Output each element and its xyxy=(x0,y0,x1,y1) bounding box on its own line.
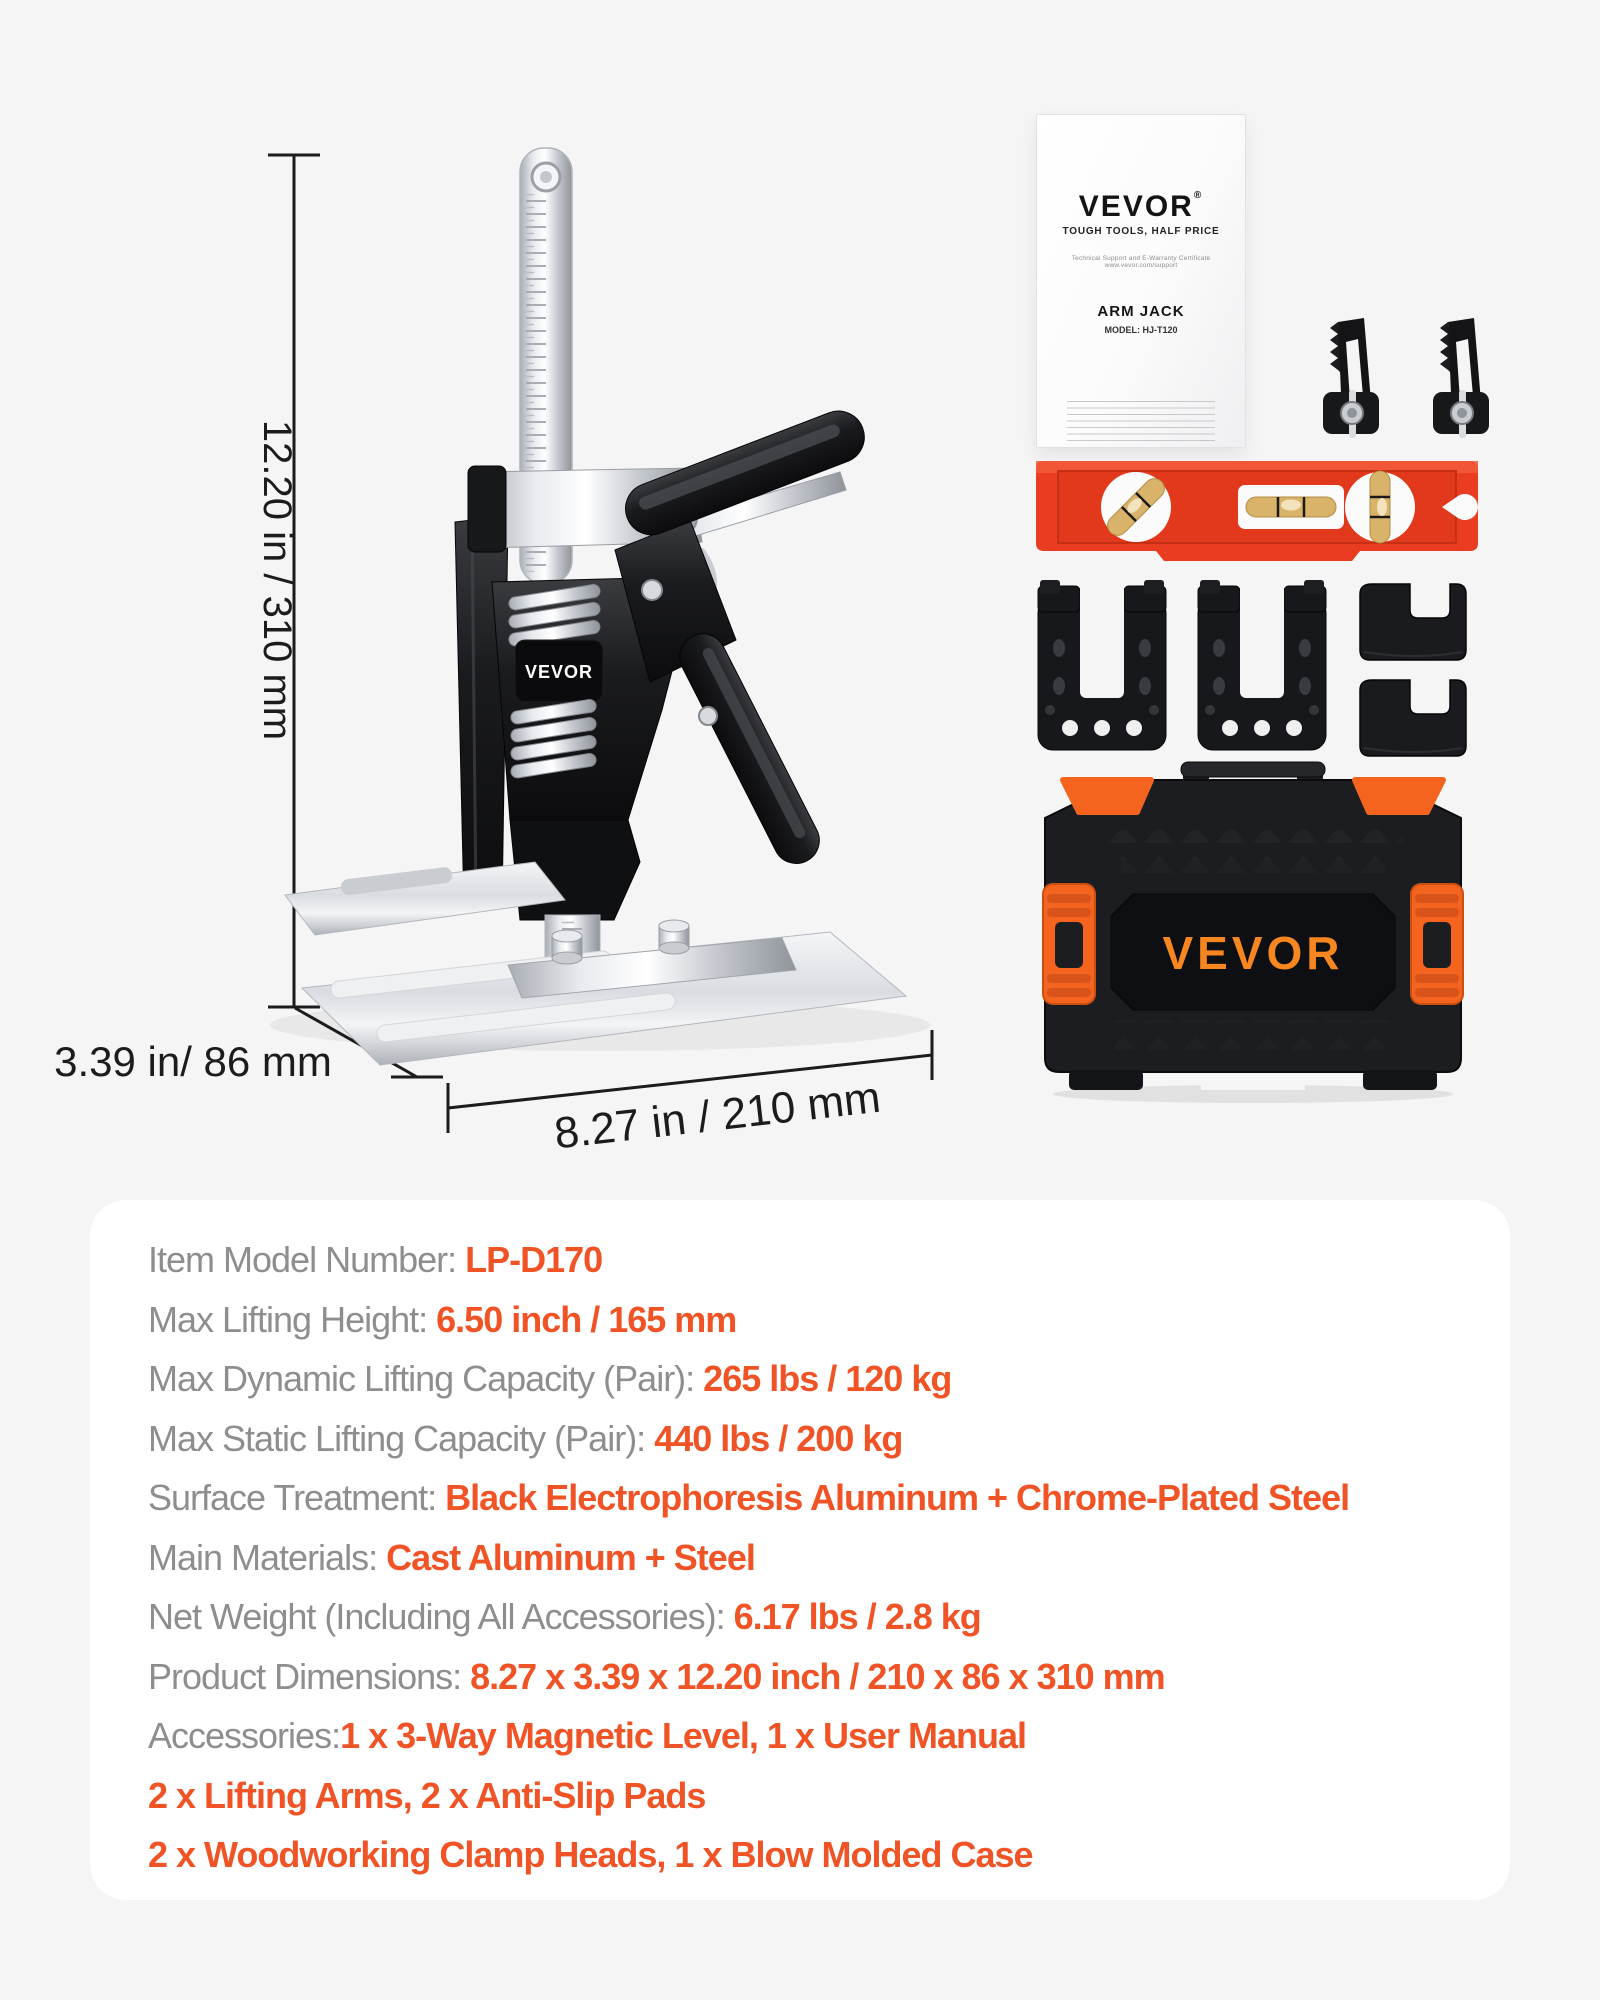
spec-label: Net Weight (Including All Accessories): xyxy=(148,1596,734,1637)
spec-value: 265 lbs / 120 kg xyxy=(703,1358,952,1399)
spec-row xyxy=(148,1647,1510,1707)
case-corner-cap-left xyxy=(1063,780,1151,812)
spec-label: Surface Treatment: xyxy=(148,1477,446,1518)
anti-slip-pad-photo-2 xyxy=(1354,676,1474,762)
spec-value: LP-D170 xyxy=(465,1239,603,1280)
spec-label: Max Static Lifting Capacity (Pair): xyxy=(148,1417,655,1459)
spec-value: 440 lbs / 200 kg xyxy=(654,1417,903,1459)
spec-value: 6.17 lbs / 2.8 kg xyxy=(733,1596,981,1637)
clamp-head-photo-2 xyxy=(1418,316,1498,441)
spec-row xyxy=(148,1528,1510,1588)
lifting-arm-photo-2 xyxy=(1188,578,1336,760)
manual-fine-print xyxy=(1067,401,1215,441)
base-bolt xyxy=(659,920,689,954)
spec-value: Black Electrophoresis Aluminum + Chrome-Plated Steel xyxy=(445,1477,1350,1518)
carry-case-photo xyxy=(1033,758,1475,1106)
case-latch-right xyxy=(1411,884,1463,1004)
clamp-head-photo-1 xyxy=(1308,316,1388,441)
manual-tagline: TOUGH TOOLS, HALF PRICE xyxy=(1062,226,1220,237)
spec-row xyxy=(148,1706,1510,1766)
spec-label: Main Materials: xyxy=(148,1536,387,1578)
spec-value: Cast Aluminum + Steel xyxy=(386,1536,755,1578)
case-corner-cap-right xyxy=(1355,780,1443,812)
spec-row xyxy=(148,1766,1510,1826)
spec-value: 2 x Lifting Arms, 2 x Anti-Slip Pads xyxy=(148,1774,706,1816)
spec-value: 8.27 x 3.39 x 12.20 inch / 210 x 86 x 310 mm xyxy=(470,1655,1165,1697)
manual-brand-text: VEVOR® xyxy=(1078,190,1204,223)
case-logo: VEVOR xyxy=(1162,927,1344,979)
spec-value: 1 x 3-Way Magnetic Level, 1 x User Manual xyxy=(340,1715,1027,1756)
spec-label: Max Lifting Height: xyxy=(148,1298,437,1340)
spec-row xyxy=(148,1468,1510,1528)
spec-row xyxy=(148,1409,1510,1469)
upper-foot-plate xyxy=(285,862,565,935)
spec-value: 6.50 inch / 165 mm xyxy=(436,1298,737,1340)
manual-support-line: Technical Support and E-Warranty Certificate www.vevor.com/support xyxy=(1071,255,1211,269)
case-latch-left xyxy=(1043,884,1095,1004)
manual-product-name: ARM JACK xyxy=(1097,303,1185,320)
arm-jack-photo xyxy=(40,120,1000,1180)
base-bolt xyxy=(552,930,582,964)
anti-slip-pad-photo-1 xyxy=(1354,580,1474,666)
spec-label: Item Model Number: xyxy=(148,1239,466,1280)
depth-dimension-label: 3.39 in/ 86 mm xyxy=(54,1038,332,1085)
spec-label: Product Dimensions: xyxy=(148,1655,471,1697)
spec-value: 2 x Woodworking Clamp Heads, 1 x Blow Molded Case xyxy=(148,1834,1033,1875)
spec-card xyxy=(90,1200,1510,1900)
spec-row xyxy=(148,1349,1510,1409)
height-dimension-label: 12.20 in / 310 mm xyxy=(255,419,299,741)
lifting-arm-photo-1 xyxy=(1028,578,1176,760)
width-dimension-label: 8.27 in / 210 mm xyxy=(551,1072,883,1159)
horizontal-vial xyxy=(1246,497,1336,517)
magnetic-level-photo xyxy=(1028,455,1486,569)
registered-mark: ® xyxy=(1193,190,1204,201)
spec-row xyxy=(148,1825,1510,1885)
spec-label: Accessories: xyxy=(148,1715,341,1756)
spec-label: Max Dynamic Lifting Capacity (Pair): xyxy=(148,1358,704,1399)
tool-brand-label: VEVOR xyxy=(524,662,594,682)
spec-row xyxy=(148,1290,1510,1350)
spec-row xyxy=(148,1230,1510,1290)
vertical-vial xyxy=(1370,471,1390,543)
user-manual-photo xyxy=(1036,114,1246,448)
spec-row xyxy=(148,1587,1510,1647)
manual-model-line: MODEL: HJ-T120 xyxy=(1104,325,1178,335)
